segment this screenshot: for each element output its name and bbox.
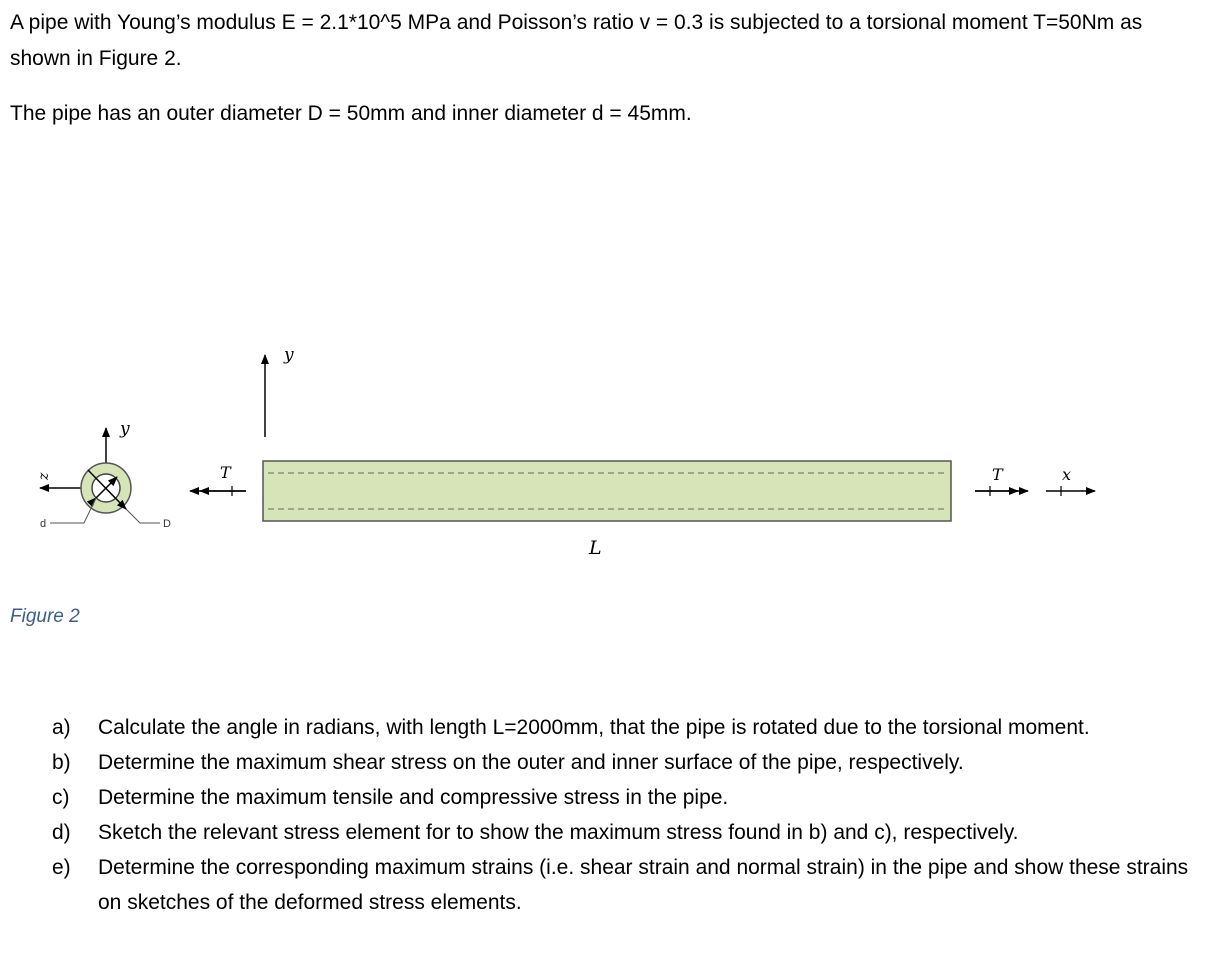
question-label: b) xyxy=(52,751,71,774)
question-item xyxy=(52,850,1192,920)
length-label: L xyxy=(589,537,602,559)
D-leader-line xyxy=(126,509,160,523)
global-x-label: x xyxy=(1062,465,1072,484)
figure-2-diagram xyxy=(0,330,1207,590)
global-x-axis xyxy=(1046,465,1095,496)
left-torque xyxy=(190,463,246,496)
question-item xyxy=(52,780,1192,815)
question-text: Sketch the relevant stress element for to show the maximum stress found in b) and c), respectively. xyxy=(98,821,1019,844)
figure-caption: Figure 2 xyxy=(10,606,80,627)
question-text: Determine the corresponding maximum strains (i.e. shear strain and normal strain) in the pipe and show these strains on sketches of the deformed stress elements. xyxy=(98,856,1189,914)
pipe-rect xyxy=(263,461,951,521)
cross-section xyxy=(36,419,171,530)
question-item xyxy=(52,815,1192,850)
left-torque-label: T xyxy=(220,463,231,482)
cross-d-label: d xyxy=(40,518,47,530)
cross-z-label: z xyxy=(36,472,52,480)
question-label: e) xyxy=(52,856,71,879)
cross-y-label: y xyxy=(120,419,130,439)
question-label: d) xyxy=(52,821,71,844)
question-list xyxy=(52,710,1192,920)
intro-paragraph-1: A pipe with Young’s modulus E = 2.1*10^5 MPa and Poisson’s ratio v = 0.3 is subjected to a torsional moment T=50Nm as shown in Figure 2. xyxy=(10,11,1143,70)
pipe-body xyxy=(263,461,951,559)
question-text: Calculate the angle in radians, with length L=2000mm, that the pipe is rotated due to the torsional moment. xyxy=(98,716,1090,739)
intro-paragraph-2: The pipe has an outer diameter D = 50mm and inner diameter d = 45mm. xyxy=(10,102,692,125)
global-y-label: y xyxy=(284,345,294,365)
global-y-axis xyxy=(265,345,294,437)
question-label: a) xyxy=(52,716,71,739)
right-torque xyxy=(975,465,1028,496)
cross-D-label: D xyxy=(163,518,171,530)
right-torque-label: T xyxy=(992,465,1003,484)
question-label: c) xyxy=(52,786,70,809)
question-text: Determine the maximum tensile and compressive stress in the pipe. xyxy=(98,786,729,809)
question-item xyxy=(52,745,1192,780)
question-text: Determine the maximum shear stress on the outer and inner surface of the pipe, respectively. xyxy=(98,751,964,774)
question-item xyxy=(52,710,1192,745)
